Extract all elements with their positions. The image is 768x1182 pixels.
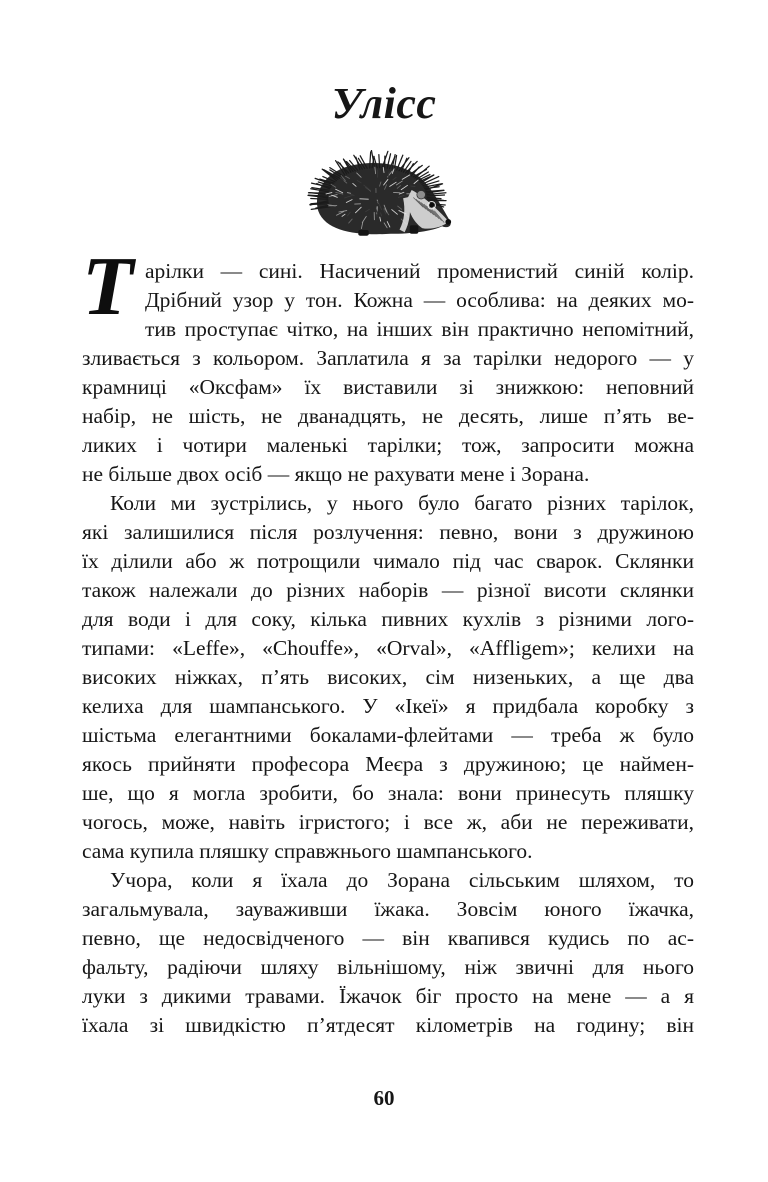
text-line: шістьма елегантними бокалами-флейтами — треба ж було — [82, 723, 694, 747]
drop-cap: Т — [82, 240, 134, 333]
paragraph-1 — [82, 240, 694, 489]
text-line: які залишилися після розлучення: певно, вони з дружиною — [82, 520, 694, 544]
body-text — [82, 240, 694, 1040]
hedgehog-back-leg — [358, 230, 368, 236]
text-line: крамниці «Оксфам» їх виставили зі знижкою: неповний — [82, 375, 694, 399]
hedgehog-illustration — [303, 150, 465, 250]
text-line: також належали до різних наборів — різної висоти склянки — [82, 578, 694, 602]
text-line: їхала зі швидкістю п’ятдесят кілометрів на годину; він — [82, 1013, 694, 1037]
text-line: Дрібний узор у тон. Кожна — особлива: на деяких мо- — [145, 288, 694, 312]
text-line: їх ділили або ж потрощили чимало під час сварок. Склянки — [82, 549, 694, 573]
hedgehog-front-leg — [410, 225, 419, 234]
page-number: 60 — [373, 1086, 395, 1110]
text-line: певно, ще недосвідченого — він квапився кудись по ас- — [82, 926, 694, 950]
text-line: Коли ми зустрілись, у нього було багато різних тарілок, — [110, 491, 694, 515]
text-line: ликих і чотири маленькі тарілки; тож, запросити можна — [82, 433, 694, 457]
text-line: якось прийняти професора Меєра з дружиною; це наймен- — [82, 752, 694, 776]
text-line: не більше двох осіб — якщо не рахувати мене і Зорана. — [82, 462, 590, 486]
chapter-title: Улісс — [331, 79, 437, 128]
hedgehog-ear — [417, 190, 426, 199]
hedgehog-nose — [445, 219, 451, 225]
text-line: типами: «Leffe», «Chouffe», «Orval», «Affligem»; келихи на — [82, 636, 694, 660]
text-line: зливається з кольором. Заплатила я за тарілки недорого — у — [82, 346, 694, 370]
text-line: келиха для шампанського. У «Ікеї» я придбала коробку з — [82, 694, 694, 718]
hedgehog-eye — [429, 203, 434, 208]
text-line: фальту, радіючи шляху вільнішому, ніж звичні для нього — [82, 955, 694, 979]
text-line: луки з дикими травами. Їжачок біг просто на мене — а я — [82, 984, 694, 1008]
text-line: Учора, коли я їхала до Зорана сільським шляхом, то — [110, 868, 694, 892]
text-line: ше, що я могла зробити, бо знала: вони принесуть пляшку — [82, 781, 694, 805]
text-line: набір, не шість, не дванадцять, не десять, лише п’ять ве- — [82, 404, 694, 428]
text-line: високих ніжках, п’ять високих, сім низеньких, а ще два — [82, 665, 694, 689]
paragraph-2 — [82, 489, 694, 866]
paragraph-3 — [82, 866, 694, 1040]
hedgehog-engraving-image — [303, 150, 465, 250]
text-line: тив проступає чітко, на інших він практично непомітний, — [145, 317, 694, 341]
text-line: арілки — сині. Насичений променистий синій колір. — [145, 259, 694, 283]
text-line: для води і для соку, кілька пивних кухлів з різними лого- — [82, 607, 694, 631]
text-line: загальмувала, зауваживши їжака. Зовсім юного їжачка, — [82, 897, 694, 921]
text-line: чогось, може, навіть ігристого; і все ж, аби не переживати, — [82, 810, 694, 834]
text-line: сама купила пляшку справжнього шампанського. — [82, 839, 533, 863]
